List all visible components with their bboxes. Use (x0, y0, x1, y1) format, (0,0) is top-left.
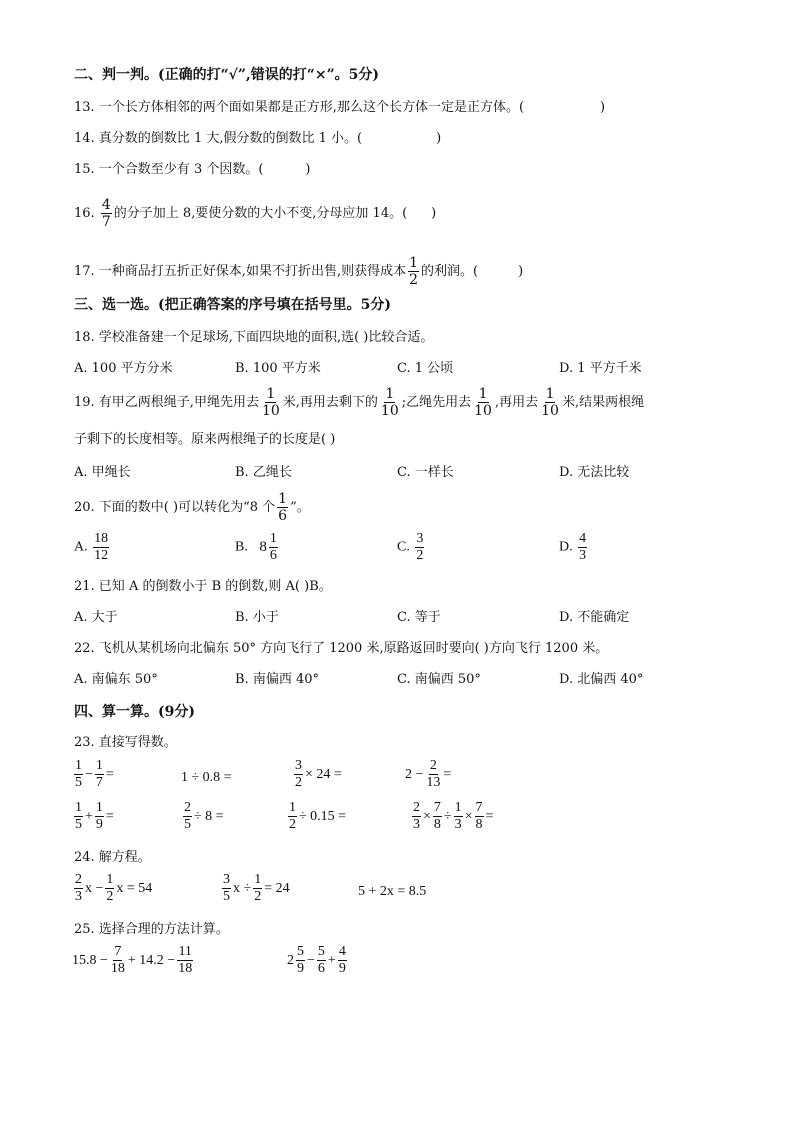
denominator: 6 (269, 548, 277, 563)
question-13-text: 13. 一个长方体相邻的两个面如果都是正方形,那么这个长方体一定是正方体。( (74, 100, 525, 115)
denominator: 12 (94, 548, 109, 563)
math-operator: 2 (287, 952, 294, 968)
option-fraction (93, 532, 109, 563)
denominator: 18 (110, 961, 125, 976)
question-22-option-d: D. 北偏西 40° (559, 672, 644, 687)
section-2-title: 二、判一判。(正确的打“√”,错误的打“×”。5分) (74, 67, 380, 83)
question-19-option-a: A. 甲绳长 (74, 465, 131, 480)
numerator: 1 (289, 800, 296, 815)
question-19-fraction-3 (473, 387, 493, 418)
math-operator: = 24 (264, 880, 290, 896)
question-17-fraction (408, 256, 419, 287)
fraction (222, 873, 231, 904)
denominator: 18 (178, 961, 193, 976)
math-operator: × (423, 808, 431, 824)
question-15-paren-close: ) (305, 162, 311, 177)
question-17-text-a: 17. 一种商品打五折正好保本,如果不打折出售,则获得成本 (74, 264, 407, 279)
denominator: 3 (75, 889, 82, 904)
question-13-paren-close: ) (600, 100, 606, 115)
option-whole-number: 8 (259, 539, 267, 555)
numerator: 11 (178, 944, 192, 959)
fraction (74, 759, 83, 790)
question-19-line-2: 子剩下的长度相等。原来两根绳子的长度是( ) (74, 432, 336, 447)
calc-2-2 (181, 801, 224, 832)
math-operator: 15.8 − (72, 952, 108, 968)
question-19-fraction-1 (261, 387, 281, 418)
denominator: 5 (184, 817, 191, 832)
numerator: 2 (184, 800, 191, 815)
question-20-option-a (74, 532, 111, 563)
question-15-text: 15. 一个合数至少有 3 个因数。( (74, 162, 264, 177)
question-21-option-c: C. 等于 (397, 610, 441, 625)
numerator: 1 (266, 386, 276, 402)
question-19-text-e: 米,结果两根绳 (561, 395, 645, 410)
denominator: 2 (409, 272, 418, 288)
question-22: 22. 飞机从某机场向北偏东 50° 方向飞行了 1200 米,原路返回时要向( )方向飞行 1200 米。 (74, 641, 609, 656)
denominator: 9 (95, 817, 103, 832)
simplify-2 (287, 945, 349, 976)
math-operator: ÷ 8 = (194, 808, 224, 824)
question-18: 18. 学校准备建一个足球场,下面四块地的面积,选( )比较合适。 (74, 330, 434, 345)
denominator: 10 (261, 403, 280, 419)
math-operator: ÷ 0.15 = (299, 808, 347, 824)
question-18-option-a: A. 100 平方分米 (74, 361, 173, 376)
fraction (294, 759, 303, 790)
denominator: 5 (223, 889, 230, 904)
fraction (288, 801, 297, 832)
denominator: 7 (101, 214, 111, 230)
denominator: 5 (75, 817, 82, 832)
simplify-1 (72, 945, 195, 976)
fraction (317, 945, 326, 976)
question-19-text-a: 19. 有甲乙两根绳子,甲绳先用去 (74, 395, 259, 410)
question-19 (74, 387, 644, 418)
fraction (183, 801, 192, 832)
numerator: 1 (385, 386, 395, 402)
question-19-text-d: ,再用去 (494, 395, 539, 410)
numerator: 3 (416, 531, 424, 546)
numerator: 3 (295, 758, 302, 773)
question-20-text-a: 20. 下面的数中( )可以转化为“8 个 (74, 500, 276, 515)
fraction (433, 801, 442, 832)
math-operator: − (307, 952, 315, 968)
denominator: 3 (454, 817, 462, 832)
fraction (253, 873, 262, 904)
numerator: 5 (297, 944, 304, 959)
numerator: 4 (579, 531, 587, 546)
option-label: C. (397, 539, 410, 555)
question-19-fraction-4 (540, 387, 560, 418)
denominator: 3 (413, 817, 420, 832)
question-18-option-c: C. 1 公顷 (397, 361, 454, 376)
fraction (95, 801, 104, 832)
calc-1-3 (292, 759, 342, 790)
math-operator: = (485, 808, 494, 824)
question-21-option-b: B. 小于 (235, 610, 279, 625)
numerator: 4 (101, 197, 111, 213)
fraction (110, 945, 126, 976)
math-operator: 2 − (405, 766, 424, 782)
math-operator: x = 54 (116, 880, 153, 896)
question-14-paren-close: ) (436, 131, 442, 146)
fraction (105, 873, 114, 904)
numerator: 1 (454, 800, 462, 815)
numerator: 18 (94, 531, 109, 546)
option-label: B. (235, 539, 248, 555)
question-20-option-b (235, 532, 280, 563)
denominator: 6 (278, 508, 288, 524)
math-operator: × 24 = (305, 766, 342, 782)
math-operator: ÷ (443, 808, 452, 824)
fraction (425, 759, 441, 790)
fraction (412, 801, 421, 832)
fraction (74, 873, 83, 904)
question-16-number: 16. (74, 206, 95, 221)
option-fraction (415, 532, 424, 563)
denominator: 2 (254, 889, 262, 904)
math-operator: × (464, 808, 473, 824)
numerator: 1 (278, 491, 288, 507)
denominator: 10 (380, 403, 399, 419)
math-operator: x ÷ (233, 880, 252, 896)
equation-2 (220, 873, 290, 904)
math-operator: x − (85, 880, 104, 896)
option-fraction (269, 532, 278, 563)
section-3-title: 三、选一选。(把正确答案的序号填在括号里。5分) (74, 297, 391, 313)
denominator: 10 (474, 403, 492, 419)
denominator: 2 (295, 775, 302, 790)
denominator: 10 (541, 403, 559, 419)
numerator: 1 (478, 386, 488, 402)
numerator: 3 (223, 872, 230, 887)
option-label: A. (74, 539, 88, 555)
fraction (338, 945, 347, 976)
denominator: 9 (297, 961, 304, 976)
numerator: 7 (114, 944, 122, 959)
question-17 (74, 256, 523, 287)
question-17-text-b: 的利润。( (421, 264, 479, 279)
numerator: 2 (429, 758, 437, 773)
question-19-fraction-2 (380, 387, 400, 418)
fraction (177, 945, 193, 976)
denominator: 3 (579, 548, 587, 563)
numerator: 1 (269, 531, 277, 546)
question-19-option-d: D. 无法比较 (559, 465, 630, 480)
numerator: 1 (95, 758, 103, 773)
question-20-option-d (559, 532, 589, 563)
question-14 (74, 132, 441, 145)
question-20-text-b: ”。 (290, 500, 310, 515)
calc-1-1 (72, 759, 114, 790)
math-operator: = (105, 808, 114, 824)
numerator: 2 (413, 800, 420, 815)
question-21-option-a: A. 大于 (74, 610, 118, 625)
question-16-text: 的分子加上 8,要使分数的大小不变,分母应加 14。( (113, 206, 408, 221)
question-16 (74, 198, 436, 229)
question-22-option-b: B. 南偏西 40° (235, 672, 319, 687)
question-20-option-c (397, 532, 426, 563)
math-operator: + (85, 808, 93, 824)
fraction (95, 759, 104, 790)
fraction (454, 801, 463, 832)
denominator: 2 (106, 889, 114, 904)
numerator: 1 (75, 758, 82, 773)
math-operator: = (443, 766, 452, 782)
question-14-text: 14. 真分数的倒数比 1 大,假分数的倒数比 1 小。( (74, 131, 363, 146)
denominator: 2 (289, 817, 296, 832)
denominator: 6 (317, 961, 325, 976)
option-fraction (578, 532, 587, 563)
question-22-option-c: C. 南偏西 50° (397, 672, 481, 687)
calc-1-2: 1 ÷ 0.8 = (181, 770, 232, 785)
fraction (296, 945, 305, 976)
question-22-option-a: A. 南偏东 50° (74, 672, 158, 687)
denominator: 8 (433, 817, 441, 832)
numerator: 4 (338, 944, 346, 959)
question-18-option-b: B. 100 平方米 (235, 361, 321, 376)
math-operator: + (327, 952, 336, 968)
calc-1-4 (405, 759, 451, 790)
question-21-option-d: D. 不能确定 (559, 610, 630, 625)
question-20-fraction (277, 492, 288, 523)
numerator: 1 (545, 386, 555, 402)
question-19-option-c: C. 一样长 (397, 465, 454, 480)
question-13 (74, 101, 605, 114)
math-operator: + 14.2 − (127, 952, 176, 968)
denominator: 9 (338, 961, 346, 976)
numerator: 7 (475, 800, 483, 815)
section-4-title: 四、算一算。(9分) (74, 704, 195, 720)
equation-3: 5 + 2x = 8.5 (358, 884, 427, 899)
math-operator: = (105, 766, 114, 782)
denominator: 5 (75, 775, 82, 790)
calc-2-3 (286, 801, 346, 832)
denominator: 2 (416, 548, 424, 563)
denominator: 7 (95, 775, 103, 790)
numerator: 1 (75, 800, 82, 815)
numerator: 1 (106, 872, 114, 887)
math-operator: − (85, 766, 93, 782)
numerator: 1 (409, 255, 418, 271)
question-20 (74, 492, 310, 523)
question-19-text-c: ;乙绳先用去 (401, 395, 472, 410)
question-19-text-b: 米,再用去剩下的 (282, 395, 378, 410)
question-18-option-d: D. 1 平方千米 (559, 361, 642, 376)
fraction (475, 801, 484, 832)
equation-1 (72, 873, 152, 904)
numerator: 5 (317, 944, 325, 959)
numerator: 7 (433, 800, 441, 815)
question-23: 23. 直接写得数。 (74, 735, 177, 750)
question-21: 21. 已知 A 的倒数小于 B 的倒数,则 A( )B。 (74, 579, 332, 594)
denominator: 8 (475, 817, 483, 832)
question-25: 25. 选择合理的方法计算。 (74, 922, 229, 937)
question-16-fraction (101, 198, 112, 229)
fraction (74, 801, 83, 832)
option-label: D. (559, 539, 573, 555)
denominator: 13 (426, 775, 441, 790)
question-19-option-b: B. 乙绳长 (235, 465, 292, 480)
numerator: 1 (95, 800, 103, 815)
calc-2-1 (72, 801, 114, 832)
question-17-paren-close: ) (518, 264, 524, 279)
numerator: 1 (254, 872, 262, 887)
question-24: 24. 解方程。 (74, 850, 151, 865)
numerator: 2 (75, 872, 82, 887)
question-16-paren-close: ) (431, 206, 437, 221)
question-15 (74, 163, 311, 176)
calc-2-4 (410, 801, 493, 832)
